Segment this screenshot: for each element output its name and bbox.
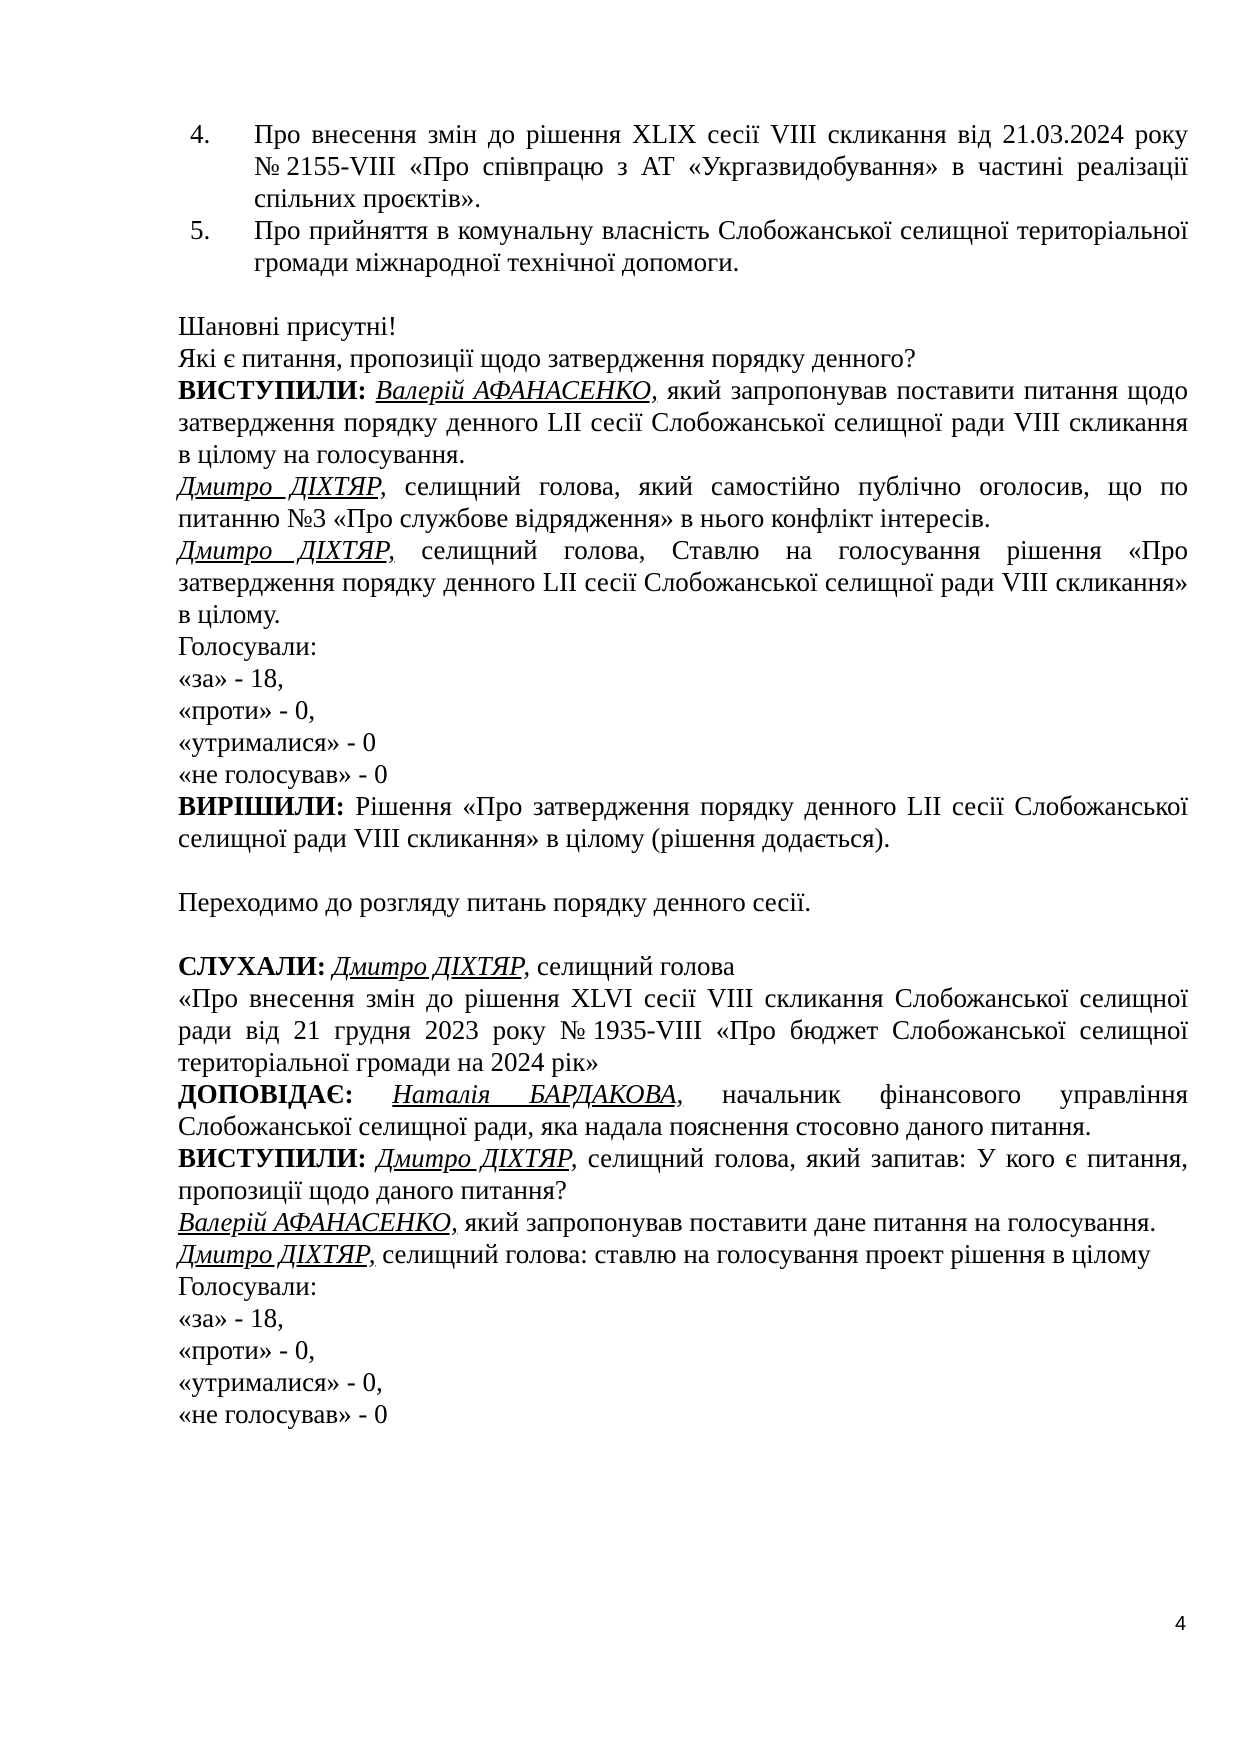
spacer	[178, 854, 1188, 886]
speaker-dikhtiar: Дмитро ДІХТЯР,	[178, 1239, 376, 1269]
voted-label: Голосували:	[178, 1271, 318, 1301]
afanasenko-remark-2: який запропонував поставити дане питання на голосування.	[464, 1207, 1157, 1237]
agenda-item	[178, 118, 1188, 214]
decision-text: Рішення «Про затвердження порядку денного LII сесії Слобожанської селищної ради VIII скликання» в цілому (рішення додається).	[178, 791, 1189, 853]
vote-against: «проти» - 0,	[178, 695, 316, 725]
vote-against: «проти» - 0,	[178, 1335, 316, 1365]
question: Які є питання, пропозиції щодо затвердження порядку денного?	[178, 343, 916, 373]
spoke-paragraph	[178, 374, 1188, 470]
dikhtiar-vote-paragraph	[178, 534, 1188, 630]
spacer	[178, 278, 1188, 310]
vote-for: «за» - 18,	[178, 663, 284, 693]
agenda-item-text: Про прийняття в комунальну власність Слобожанської селищної територіальної громади міжнародної технічної допомоги.	[254, 215, 1188, 277]
spacer	[178, 918, 1188, 950]
dikhtiar-vote-paragraph-2	[178, 1238, 1188, 1270]
dikhtiar-conflict-paragraph	[178, 470, 1188, 534]
page-number: 4	[1175, 1613, 1187, 1635]
agenda-item-number: 4.	[190, 119, 211, 149]
speaker-dikhtiar: Дмитро ДІХТЯР,	[376, 1143, 578, 1173]
spoke-label: ВИСТУПИЛИ:	[178, 375, 367, 405]
decided-paragraph	[178, 790, 1188, 854]
voted-label: Голосували:	[178, 631, 318, 661]
vote-not-voted: «не голосував» - 0	[178, 759, 388, 789]
agenda-item	[178, 214, 1188, 278]
spoke-label: ВИСТУПИЛИ:	[178, 1143, 367, 1173]
bardakova-text: начальник фінансового управління Слобожанської селищної ради, яка надала пояснення стосовно даного питання.	[178, 1079, 1188, 1141]
vote-not-voted: «не голосував» - 0	[178, 1399, 388, 1429]
heard-label: СЛУХАЛИ:	[178, 951, 326, 981]
dikhtiar-conflict-text: селищний голова, який самостійно публічно оголосив, що по питанню №3 «Про службове відрядження» в нього конфлікт інтересів.	[178, 471, 1189, 533]
reports-paragraph	[178, 1078, 1188, 1142]
topic-text: «Про внесення змін до рішення XLVI сесії VIII скликання Слобожанської селищної ради від 21 грудня 2023 року №1935-VIII «Про бюджет Слобожанської селищної територіальної громади на 2024 рік»	[178, 983, 1188, 1077]
speaker-dikhtiar: Дмитро ДІХТЯР,	[332, 951, 531, 981]
spoke-paragraph-2	[178, 1142, 1188, 1206]
heard-paragraph	[178, 950, 1188, 982]
dikhtiar-vote-text: селищний голова, Ставлю на голосування рішення «Про затвердження порядку денного LII сесії Слобожанської селищної ради VIII скликання» в цілому.	[178, 535, 1189, 629]
dikhtiar-vote-text-2: селищний голова: ставлю на голосування проект рішення в цілому	[382, 1239, 1151, 1269]
decided-label: ВИРІШИЛИ:	[178, 791, 345, 821]
heard-role: селищний голова	[536, 951, 735, 981]
page-content	[178, 118, 1188, 1430]
agenda-item-text: Про внесення змін до рішення XLIX сесії VIII скликання від 21.03.2024 року №2155-VIII «Про співпрацю з АТ «Укргазвидобування» в частині реалізації спільних проєктів».	[254, 119, 1188, 213]
speaker-dikhtiar: Дмитро ДІХТЯР,	[178, 471, 387, 501]
vote-for: «за» - 18,	[178, 1303, 284, 1333]
speaker-dikhtiar: Дмитро ДІХТЯР,	[178, 535, 395, 565]
vote-abstained: «утрималися» - 0	[178, 727, 377, 757]
greeting: Шановні присутні!	[178, 311, 397, 341]
speaker-afanasenko: Валерій АФАНАСЕНКО,	[375, 375, 658, 405]
speaker-bardakova: Наталія БАРДАКОВА,	[392, 1079, 684, 1109]
dikhtiar-ask-text: селищний голова, який запитав: У кого є питання, пропозиції щодо даного питання?	[178, 1143, 1189, 1205]
agenda-list	[178, 118, 1188, 278]
agenda-item-number: 5.	[190, 215, 211, 245]
speaker-afanasenko: Валерій АФАНАСЕНКО,	[178, 1207, 458, 1237]
afanasenko-paragraph-2	[178, 1206, 1188, 1238]
reports-label: ДОПОВІДАЄ:	[178, 1079, 354, 1109]
transition-text: Переходимо до розгляду питань порядку денного сесії.	[178, 887, 812, 917]
vote-abstained: «утрималися» - 0,	[178, 1367, 383, 1397]
afanasenko-remark: який запропонував поставити питання щодо затвердження порядку денного LII сесії Слобожанської селищної ради VIII скликання в цілому на голосування.	[178, 375, 1189, 469]
